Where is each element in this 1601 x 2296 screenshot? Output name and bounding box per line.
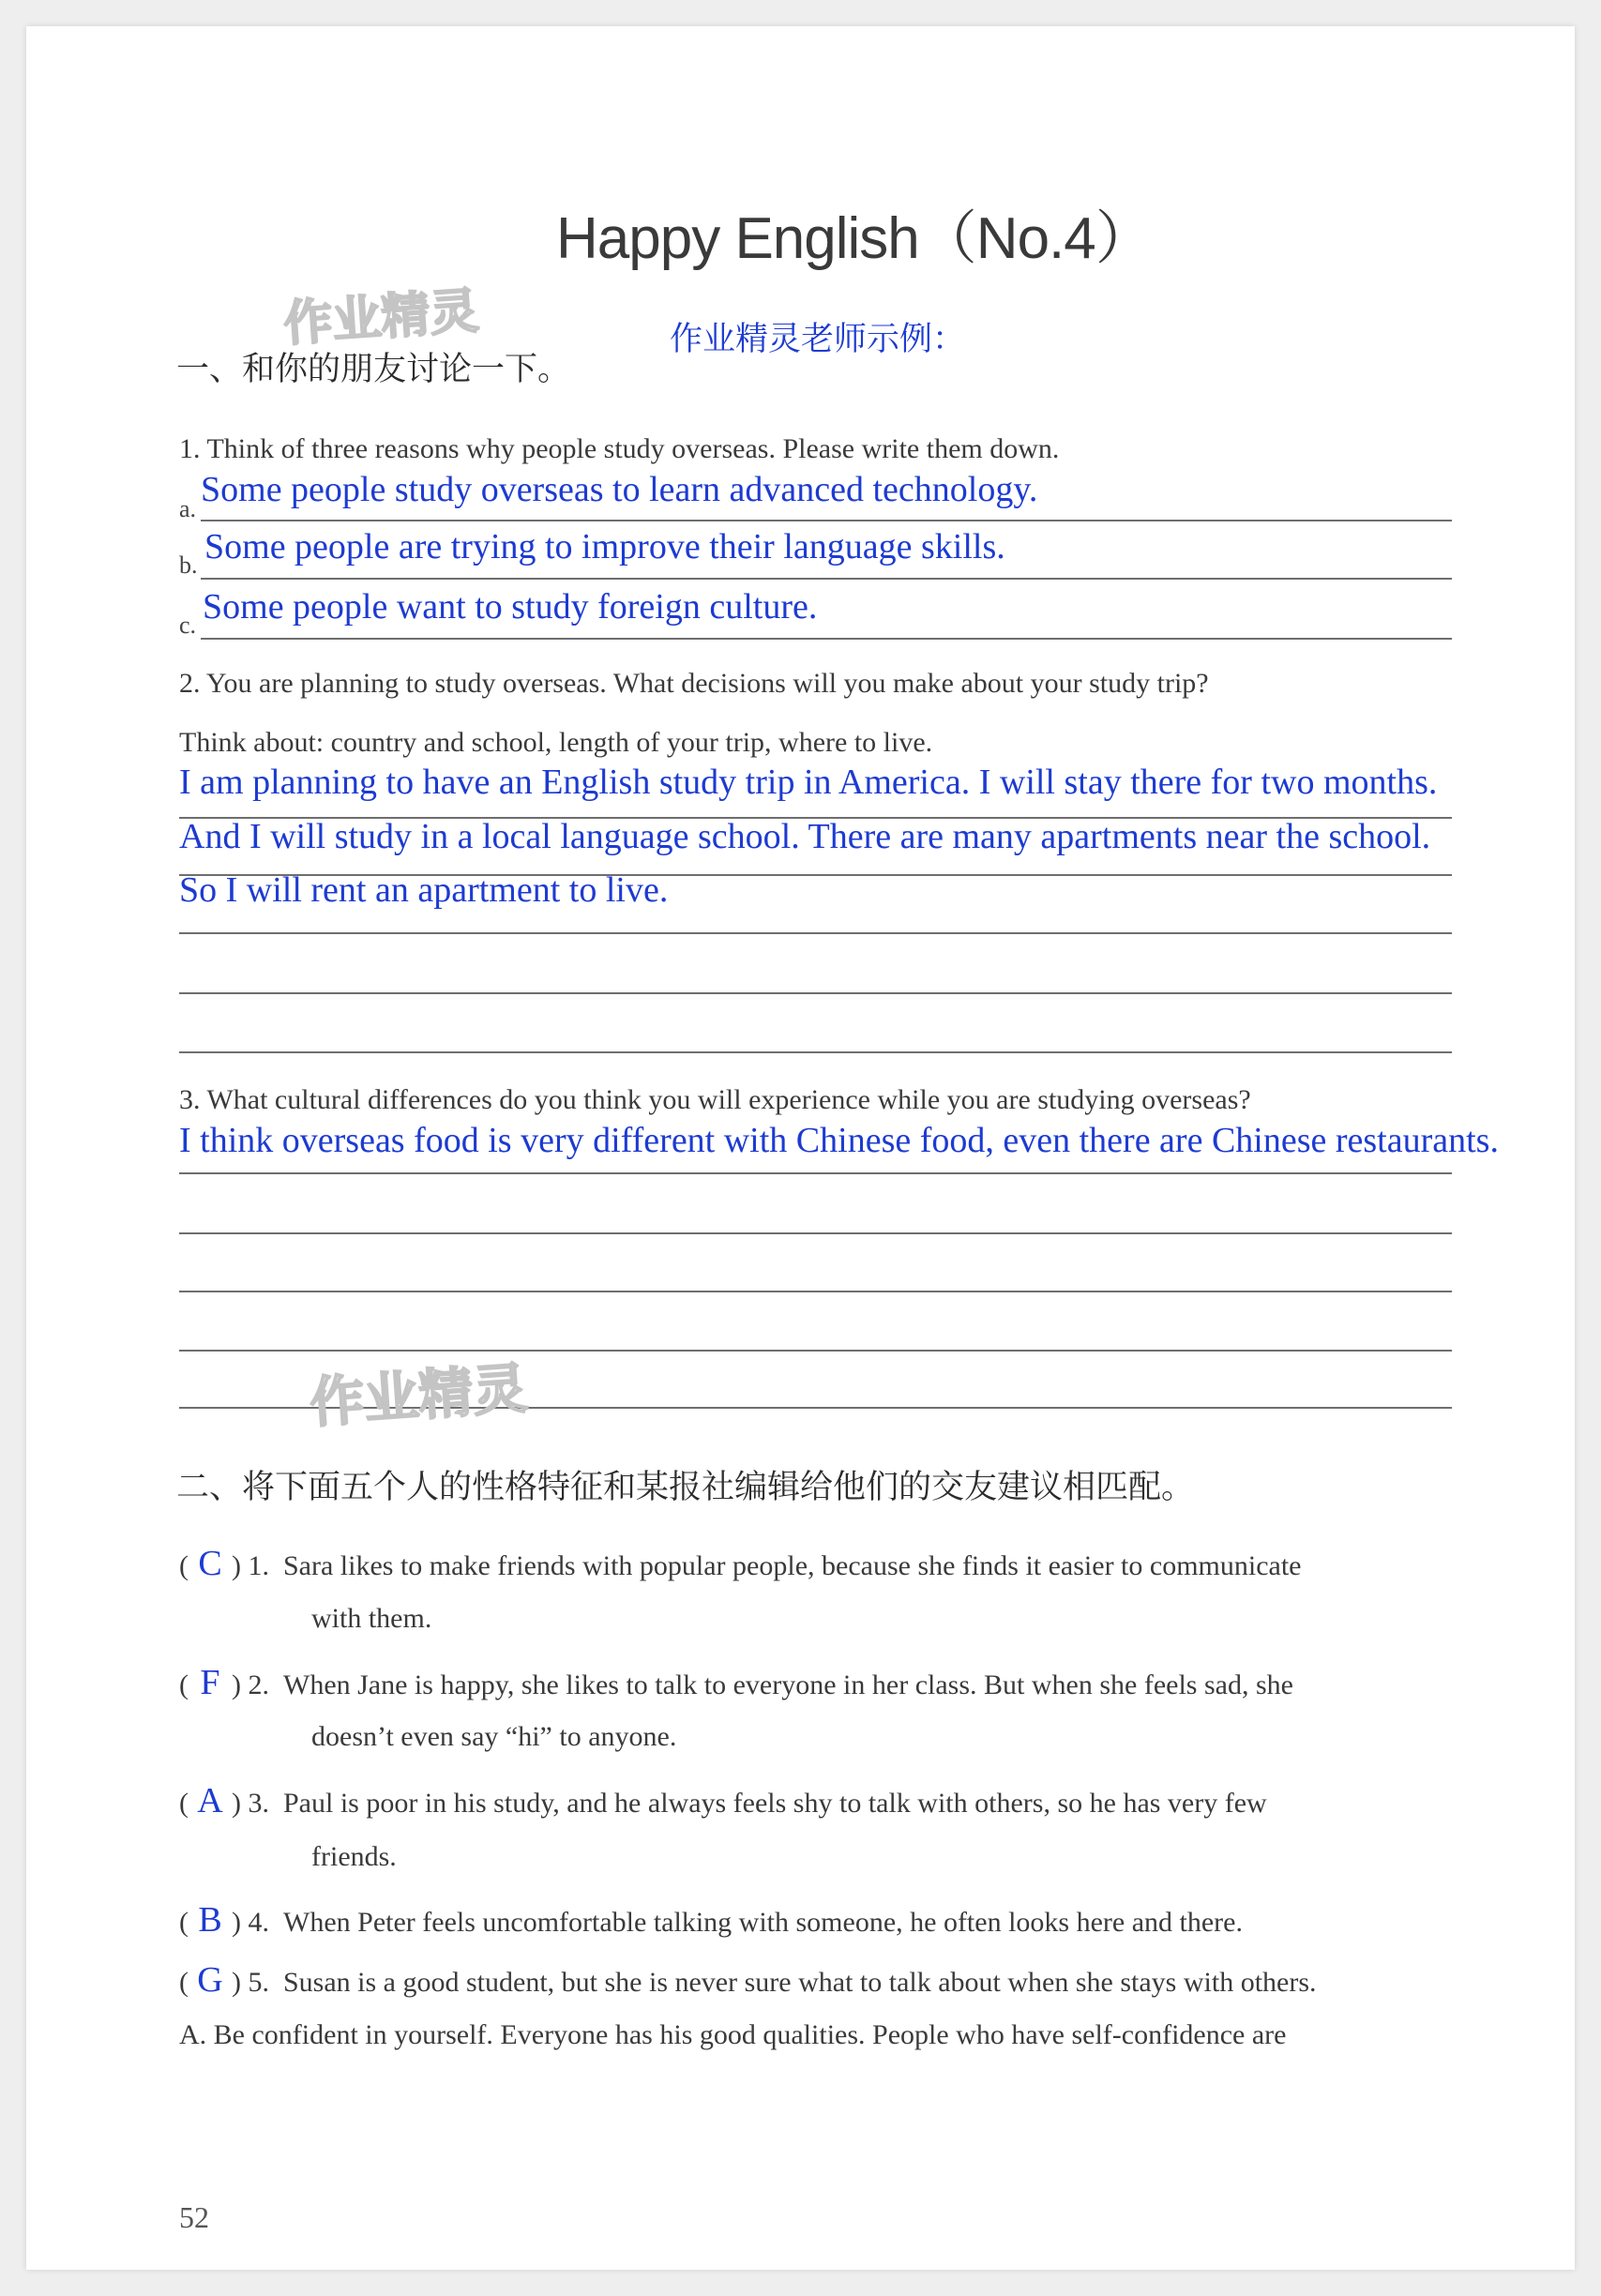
q1-answer-b: Some people are trying to improve their language skills. xyxy=(204,527,1005,566)
section2-heading: 二、将下面五个人的性格特征和某报社编辑给他们的交友建议相匹配。 xyxy=(176,1469,1195,1506)
match-item-2: ( F ) 2. When Jane is happy, she likes to talk to everyone in her class. But when she feels sad, she xyxy=(179,1663,1293,1702)
match-item-3-cont: friends. xyxy=(311,1841,397,1872)
teacher-example-note: 作业精灵老师示例： xyxy=(670,321,966,358)
answer-letter: A xyxy=(197,1781,223,1820)
watermark-logo: 作业精灵 xyxy=(308,1355,530,1435)
q1-letter-a: a. xyxy=(179,495,197,522)
q2-prompt: 2. You are planning to study overseas. What decisions will you make about your study trip? xyxy=(179,668,1209,699)
q1-prompt: 1. Think of three reasons why people study overseas. Please write them down. xyxy=(179,433,1060,464)
watermark-logo: 作业精灵 xyxy=(281,282,481,354)
match-item-1-cont: with them. xyxy=(311,1603,432,1634)
answer-line xyxy=(179,992,1452,994)
answer-line xyxy=(201,638,1452,640)
q1-answer-c: Some people want to study foreign culture. xyxy=(203,587,818,627)
q2-think-about: Think about: country and school, length of your trip, where to live. xyxy=(179,727,933,758)
match-item-2-cont: doesn’t even say “hi” to anyone. xyxy=(311,1721,677,1752)
page-number: 52 xyxy=(179,2200,209,2234)
answer-letter: B xyxy=(198,1900,222,1940)
answer-letter: F xyxy=(200,1663,220,1702)
option-a: A. Be confident in yourself. Everyone has his good qualities. People who have self-confidence are xyxy=(179,2019,1287,2050)
answer-line xyxy=(179,1051,1452,1053)
section1-heading: 一、和你的朋友讨论一下。 xyxy=(176,351,571,388)
q1-letter-c: c. xyxy=(179,612,197,639)
answer-line xyxy=(179,1232,1452,1234)
q2-answer-line-3: So I will rent an apartment to live. xyxy=(179,870,669,910)
q1-answer-a: Some people study overseas to learn advanced technology. xyxy=(201,470,1038,509)
q3-prompt: 3. What cultural differences do you think you will experience while you are studying overseas? xyxy=(179,1084,1251,1115)
match-item-3: ( A ) 3. Paul is poor in his study, and he always feels shy to talk with others, so he has very few xyxy=(179,1781,1267,1820)
answer-line xyxy=(201,578,1452,580)
match-item-5: ( G ) 5. Susan is a good student, but she is never sure what to talk about when she stays with others. xyxy=(179,1960,1317,2000)
workbook-page xyxy=(26,26,1575,2270)
answer-line xyxy=(179,1172,1452,1174)
match-item-1: ( C ) 1. Sara likes to make friends with popular people, because she finds it easier to communicate xyxy=(179,1544,1302,1583)
q1-letter-b: b. xyxy=(179,551,198,579)
page-title: Happy English（No.4） xyxy=(556,206,1153,271)
answer-line xyxy=(201,520,1452,521)
answer-letter: G xyxy=(197,1960,223,2000)
answer-line xyxy=(179,1350,1452,1352)
answer-line xyxy=(179,932,1452,934)
q3-answer: I think overseas food is very different with Chinese food, even there are Chinese restaurants. xyxy=(179,1121,1499,1160)
q2-answer-line-1: I am planning to have an English study trip in America. I will stay there for two months. xyxy=(179,763,1438,802)
answer-letter: C xyxy=(198,1544,222,1583)
q2-answer-line-2: And I will study in a local language school. There are many apartments near the school. xyxy=(179,817,1431,856)
answer-line xyxy=(179,1291,1452,1292)
match-item-4: ( B ) 4. When Peter feels uncomfortable talking with someone, he often looks here and there. xyxy=(179,1900,1243,1940)
